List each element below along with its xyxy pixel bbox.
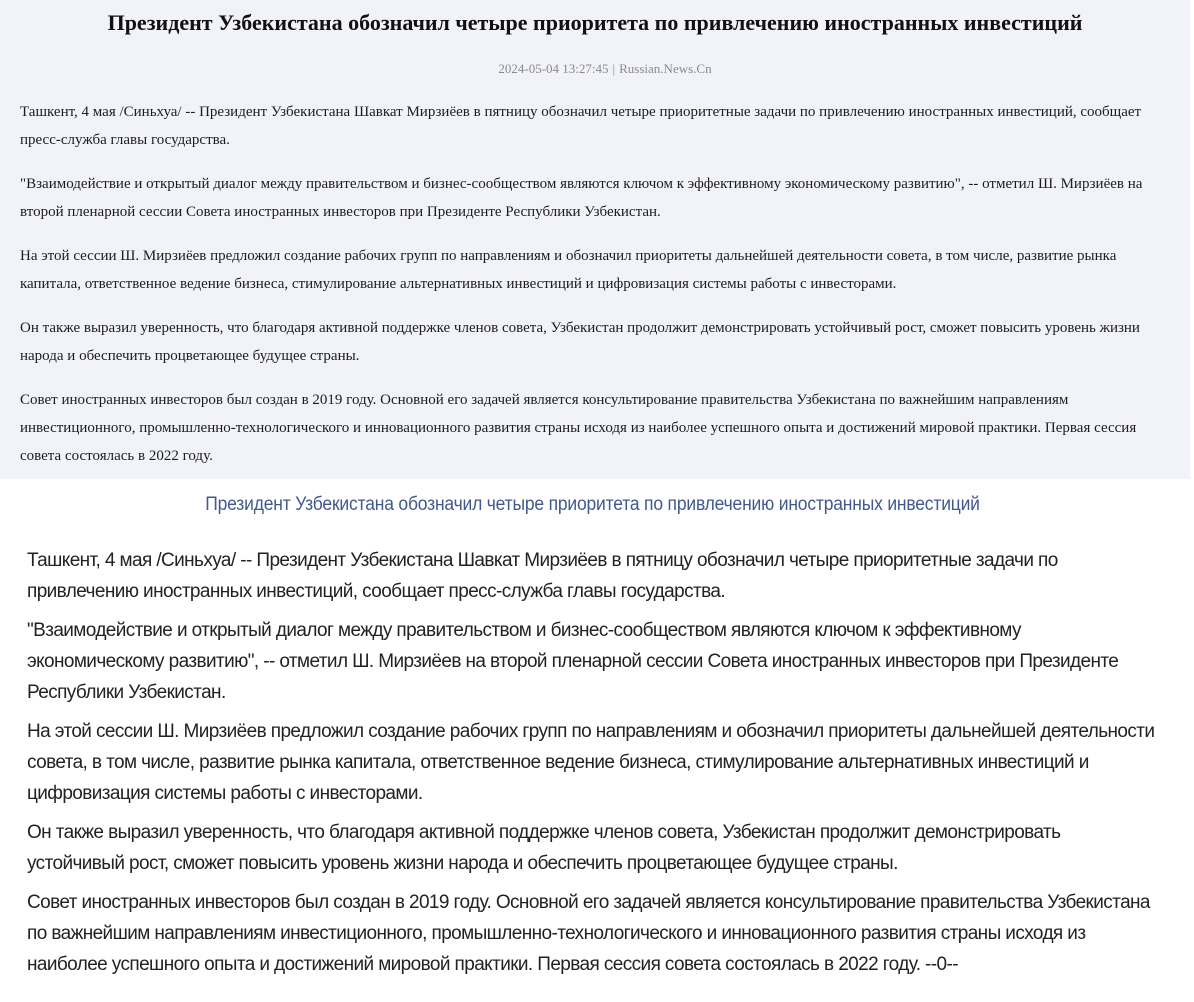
top-paragraph-4: Он также выразил уверенность, что благодаря активной поддержке членов совета, Узбекистан продолжит демонстрировать устойчивый рост, сможет повысить уровень жизни народа и обеспечить процветающее будущее страны. xyxy=(20,320,1140,364)
top-paragraph-1: Ташкент, 4 мая /Синьхуа/ -- Президент Узбекистана Шавкат Мирзиёев в пятницу обозначил четыре приоритетные задачи по привлечению иностранных инвестиций, сообщает пресс-служба главы государства. xyxy=(20,104,1142,148)
article-date: 2024-05-04 13:27:45 xyxy=(498,61,609,76)
bottom-paragraph-4: Он также выразил уверенность, что благодаря активной поддержке членов совета, Узбекистан продолжит демонстрировать устойчивый рост, сможет повысить уровень жизни народа и обеспечить процветающее будущее страны. xyxy=(27,822,1061,874)
bottom-paragraph-1: Ташкент, 4 мая /Синьхуа/ -- Президент Узбекистана Шавкат Мирзиёев в пятницу обозначил четыре приоритетные задачи по привлечению иностранных инвестиций, сообщает пресс-служба главы государства. xyxy=(27,550,1058,602)
meta-separator: | xyxy=(612,61,616,76)
bottom-paragraph-3: На этой сессии Ш. Мирзиёев предложил создание рабочих групп по направлениям и обозначил приоритеты дальнейшей деятельности совета, в том числе, развитие рынка капитала, ответственное ведение бизнеса, стимулирование альтернативных инвестиций и цифровизация системы работы с инвесторами. xyxy=(27,721,1155,804)
top-paragraph-5: Совет иностранных инвесторов был создан в 2019 году. Основной его задачей является консультирование правительства Узбекистана по важнейшим направлениям инвестиционного, промышленно-технологического и инновационного развития страны исходя из наиболее успешного опыта и достижений мировой практики. Первая сессия совета состоялась в 2022 году. xyxy=(20,392,1137,464)
bottom-article-panel xyxy=(0,479,1194,1002)
top-article-title: Президент Узбекистана обозначил четыре приоритета по привлечению иностранных инвестиций xyxy=(107,10,1083,35)
top-paragraph-2: "Взаимодействие и открытый диалог между правительством и бизнес-сообществом являются ключом к эффективному экономическому развитию", -- отметил Ш. Мирзиёев на второй пленарной сессии Совета иностранных инвесторов при Президенте Республики Узбекистан. xyxy=(20,176,1143,220)
bottom-article-title: Президент Узбекистана обозначил четыре приоритета по привлечению иностранных инвестиций xyxy=(205,494,980,515)
bottom-paragraph-2: "Взаимодействие и открытый диалог между правительством и бизнес-сообществом являются ключом к эффективному экономическому развитию", -- отметил Ш. Мирзиёев на второй пленарной сессии Совета иностранных инвесторов при Президенте Республики Узбекистан. xyxy=(27,620,1119,703)
top-article-panel xyxy=(0,0,1190,479)
bottom-article-body xyxy=(27,545,1157,988)
article-meta xyxy=(0,61,1194,77)
top-article-body xyxy=(20,98,1180,486)
article-source: Russian.News.Cn xyxy=(619,61,712,76)
top-paragraph-3: На этой сессии Ш. Мирзиёев предложил создание рабочих групп по направлениям и обозначил приоритеты дальнейшей деятельности совета, в том числе, развитие рынка капитала, ответственное ведение бизнеса, стимулирование альтернативных инвестиций и цифровизация системы работы с инвесторами. xyxy=(20,248,1117,292)
bottom-paragraph-5: Совет иностранных инвесторов был создан в 2019 году. Основной его задачей является консультирование правительства Узбекистана по важнейшим направлениям инвестиционного, промышленно-технологического и инновационного развития страны исходя из наиболее успешного опыта и достижений мировой практики. Первая сессия совета состоялась в 2022 году. --0-- xyxy=(27,892,1150,975)
